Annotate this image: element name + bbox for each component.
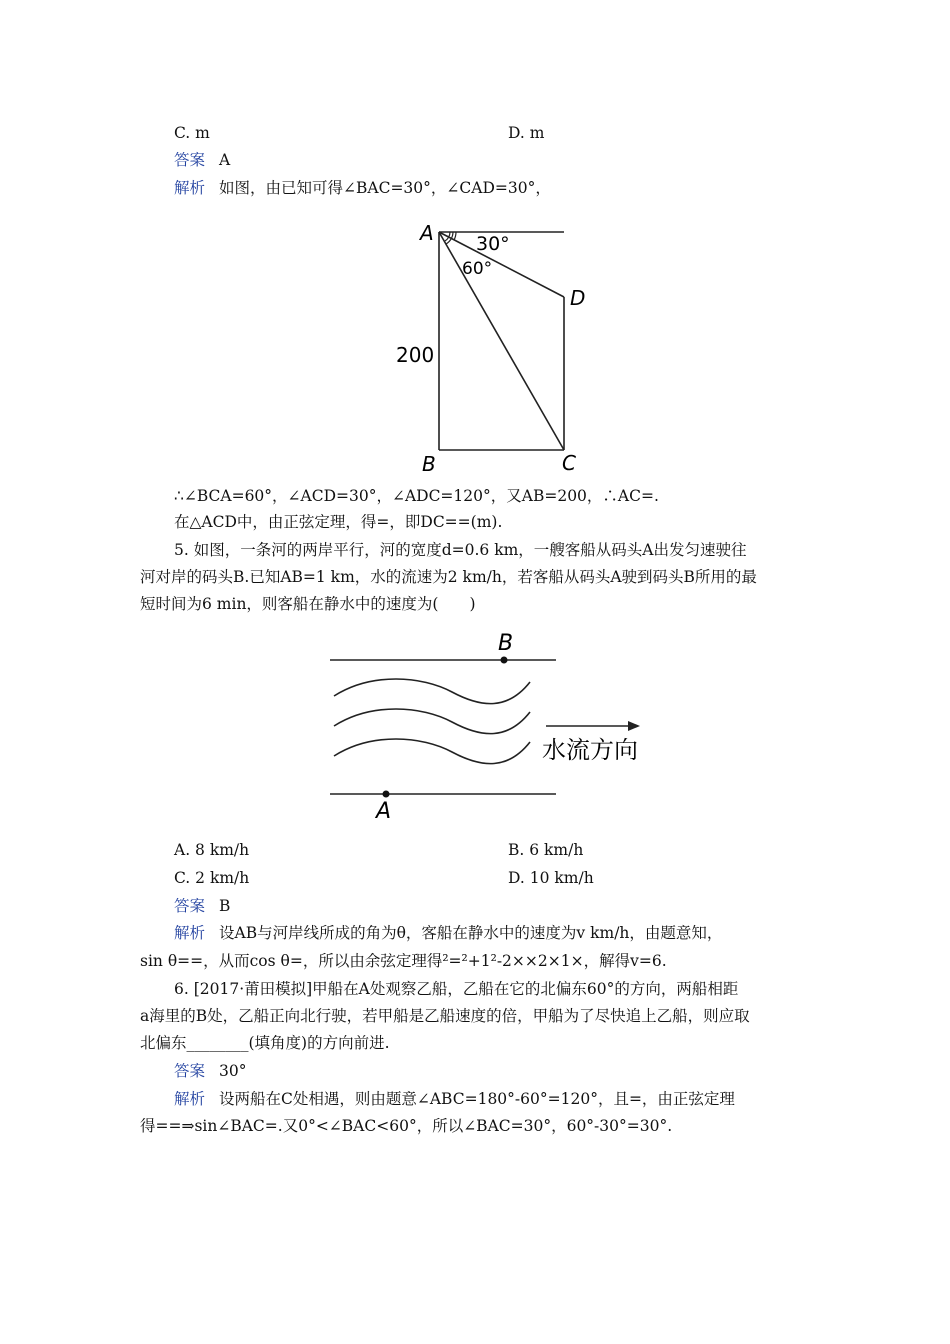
analysis-label: 解析: [174, 1090, 206, 1108]
q5-analysis-line: [174, 923, 722, 943]
label-a: A: [420, 221, 434, 245]
q5-analysis-line-2: sin θ==，从而cos θ=，所以由余弦定理得²=²+1²-2××2×1×，解得v=6.: [140, 952, 667, 970]
answer-value: 30°: [219, 1062, 247, 1080]
answer-value: A: [219, 151, 231, 169]
arc-30: [454, 232, 456, 240]
q5-stem-2: 河对岸的码头B.已知AB=1 km，水的流速为2 km/h，若客船从码头A驶到码头B所用的最: [140, 568, 757, 586]
triangle-figure: [388, 212, 598, 474]
analysis-text: 如图，由已知可得∠BAC=30°，∠CAD=30°，: [219, 179, 551, 197]
analysis-line: [174, 178, 551, 198]
answer-value: B: [219, 897, 231, 915]
q6-analysis-line: [174, 1089, 735, 1109]
q6-stem-2: a海里的B处，乙船正向北行驶，若甲船是乙船速度的倍，甲船为了尽快追上乙船，则应取: [140, 1007, 750, 1025]
q6-answer-line: [174, 1061, 247, 1081]
river-figure: [312, 622, 672, 834]
q5-answer-line: [174, 896, 230, 916]
answer-label: 答案: [174, 1062, 206, 1080]
analysis-line-2: ∴∠BCA=60°，∠ACD=30°，∠ADC=120°，又AB=200，∴AC=.: [174, 487, 659, 505]
wave-1: [334, 679, 530, 704]
answer-label: 答案: [174, 151, 206, 169]
answer-label: 答案: [174, 897, 206, 915]
option-c: C. m: [174, 124, 210, 142]
analysis-label: 解析: [174, 179, 206, 197]
point-a: [383, 791, 390, 798]
label-200: 200: [396, 343, 435, 367]
analysis-label: 解析: [174, 924, 206, 942]
flow-label: 水流方向: [542, 736, 638, 764]
q5-stem-1: 5. 如图，一条河的两岸平行，河的宽度d=0.6 km，一艘客船从码头A出发匀速驶往: [174, 541, 747, 559]
analysis-line-3: 在△ACD中，由正弦定理，得=，即DC==(m).: [174, 513, 503, 531]
q5-option-d: D. 10 km/h: [508, 869, 594, 887]
option-d: D. m: [508, 124, 545, 142]
label-b: B: [498, 631, 514, 656]
label-d: D: [570, 286, 586, 310]
wave-3: [334, 739, 530, 764]
q5-stem-3: 短时间为6 min，则客船在静水中的速度为( ): [140, 595, 476, 613]
q6-stem-3: 北偏东________(填角度)的方向前进.: [140, 1034, 390, 1052]
flow-arrowhead: [628, 721, 640, 731]
q6-analysis-line-2: 得==⇒sin∠BAC=.又0°<∠BAC<60°，所以∠BAC=30°，60°-30°=30°.: [140, 1117, 673, 1135]
answer-line: [174, 150, 230, 170]
wave-2: [334, 709, 530, 734]
q5-option-c: C. 2 km/h: [174, 869, 250, 887]
point-b: [501, 657, 508, 664]
label-c: C: [562, 451, 576, 474]
analysis-text: 设AB与河岸线所成的角为θ，客船在静水中的速度为v km/h，由题意知，: [219, 924, 723, 942]
label-a: A: [376, 799, 392, 824]
label-30: 30°: [476, 233, 510, 255]
analysis-text: 设两船在C处相遇，则由题意∠ABC=180°-60°=120°，且=，由正弦定理: [219, 1090, 735, 1108]
q6-stem-1: 6. [2017·莆田模拟]甲船在A处观察乙船，乙船在它的北偏东60°的方向，两船相距: [174, 980, 739, 998]
label-60: 60°: [462, 259, 493, 279]
q5-option-b: B. 6 km/h: [508, 841, 584, 859]
label-b: B: [422, 452, 436, 474]
q5-option-a: A. 8 km/h: [174, 841, 250, 859]
